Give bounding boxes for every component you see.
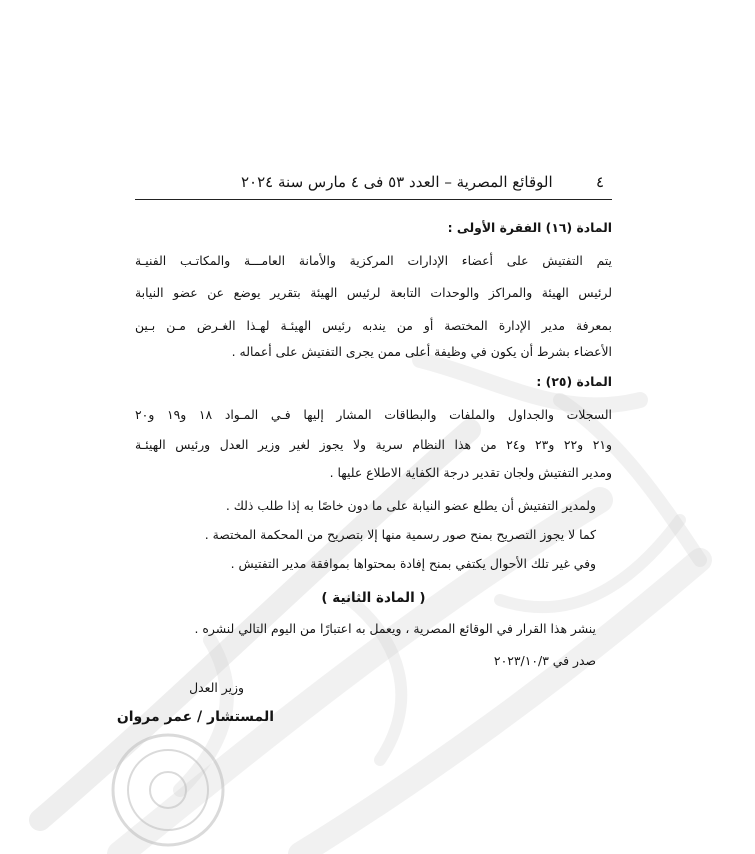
article-second-heading: ( المادة الثانية ) (321, 590, 426, 606)
page-header (135, 165, 612, 200)
article-25-line-3: ومدير التفتيش ولجان تقدير درجة الكفاية الاطلاع عليها . (329, 465, 612, 480)
article-16-heading: المادة (١٦) الفقرة الأولى : (447, 220, 612, 235)
article-16-line-2: لرئيس الهيئة والمراكز والوحدات التابعة لرئيس الهيئة بتقرير يوضع عن عضو النيابة (135, 285, 612, 300)
article-second-text: ينشر هذا القرار في الوقائع المصرية ، ويعمل به اعتبارًا من اليوم التالي لنشره . (194, 621, 596, 636)
article-25-paragraph-2: ولمدير التفتيش أن يطلع عضو النيابة على ما دون خاصًا به إذا طلب ذلك . (225, 498, 596, 513)
signature-name: المستشار / عمر مروان (116, 709, 274, 725)
signature-title: وزير العدل (189, 680, 244, 695)
article-16-line-4: الأعضاء بشرط أن يكون في وظيفة أعلى ممن يجرى التفتيش على أعماله . (231, 344, 612, 359)
document-page (116, 165, 612, 725)
article-16-line-3: بمعرفة مدير الإدارة المختصة أو من يندبه رئيس الهيئـة لهـذا الغـرض مـن بـين (135, 318, 612, 333)
article-25-line-2: و٢١ و٢٢ و٢٣ و٢٤ من هذا النظام سرية ولا يجوز لغير وزير العدل ورئيس الهيئـة (135, 437, 612, 452)
article-25-line-1: السجلات والجداول والملفات والبطاقات المشار إليها فـي المـواد ١٨ و١٩ و٢٠ (135, 407, 612, 422)
article-25-paragraph-3: كما لا يجوز التصريح بمنح صور رسمية منها إلا بتصريح من المحكمة المختصة . (204, 527, 596, 542)
article-25-paragraph-4: وفي غير تلك الأحوال يكتفي بمنح إفادة بمحتواها بموافقة مدير التفتيش . (230, 556, 596, 571)
article-16-line-1: يتم التفتيش على أعضاء الإدارات المركزية والأمانة العامـــة والمكاتـب الفنيـة (135, 253, 612, 268)
issue-date: صدر في ٢٠٢٣/١٠/٣ (493, 653, 596, 668)
page-number: ٤ (595, 173, 604, 191)
article-25-heading: المادة (٢٥) : (536, 374, 612, 389)
publication-title: الوقائع المصرية – العدد ٥٣ فى ٤ مارس سنة ٢٠٢٤ (241, 173, 553, 191)
